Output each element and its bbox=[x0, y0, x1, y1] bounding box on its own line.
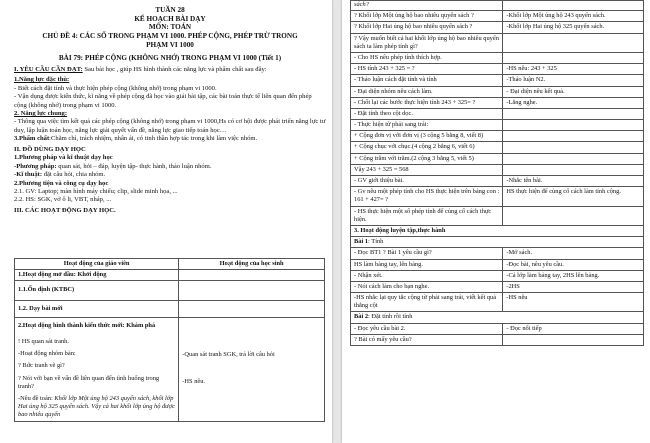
table-row bbox=[351, 334, 644, 345]
table-row bbox=[15, 317, 325, 422]
table-row bbox=[351, 75, 644, 86]
exercise-1-text: : Tính bbox=[368, 238, 384, 246]
row-gv: - Đặt tính theo cột dọc. bbox=[351, 108, 503, 119]
row-gv bbox=[15, 300, 179, 317]
row-gv: ? Khối lớp Một ủng hộ bao nhiêu quyển sách ? bbox=[351, 11, 503, 22]
row-hs bbox=[503, 153, 644, 164]
row-hs: -Khối lớp Một ủng hộ 243 quyển sách. bbox=[503, 11, 644, 22]
row-hs bbox=[503, 142, 644, 153]
s2-kt bbox=[14, 171, 326, 179]
nl3 bbox=[14, 135, 326, 143]
table-row bbox=[15, 270, 325, 281]
nl3-title: 3.Phẩm chất bbox=[14, 135, 50, 143]
row-hs: -HS nêu bbox=[503, 293, 644, 312]
nl3-text: :Chăm chỉ, trách nhiệm, nhân ái, có tinh thần hợp tác trong khi làm việc nhóm. bbox=[49, 135, 258, 143]
row-gv bbox=[15, 281, 179, 300]
row-gv: - GV giới thiệu bài. bbox=[351, 176, 503, 187]
section-3-title: III. CÁC HOẠT ĐỘNG DẠY HỌC. bbox=[14, 206, 116, 214]
table-row bbox=[351, 259, 644, 270]
exercise-2-text: : Đặt tính rồi tính bbox=[368, 313, 413, 321]
table-row bbox=[351, 164, 644, 175]
row-gv: ? Vậy muốn biết cả hai khối lớp ủng hộ bao nhiêu quyển sách ta làm phép tính gì? bbox=[351, 33, 503, 52]
kp-line: ? Bức tranh vẽ gì? bbox=[18, 362, 65, 370]
row-gv: - Nói cách làm cho bạn nghe. bbox=[351, 281, 503, 292]
table-row bbox=[351, 293, 644, 312]
nl1-a: - Biết cách đặt tính và thực hiện phép cộng (không nhớ) trong phạm vi 1000. bbox=[14, 84, 217, 92]
row-hs bbox=[503, 131, 644, 142]
row-gv: - Nhận xét. bbox=[351, 270, 503, 281]
table-row bbox=[351, 33, 644, 52]
row-hs: -Lắng nghe. bbox=[503, 97, 644, 108]
row-gv: - Cho HS nêu phép tính thích hợp. bbox=[351, 52, 503, 63]
activity-table-left bbox=[14, 258, 325, 422]
table-row bbox=[351, 187, 644, 206]
nl2-text: - Thông qua việc tìm kết quả các phép cộng (không nhớ) trong phạm vi 1000,Hs có cơ hội được phát triển năng lực tư duy, lập luận toán học, năng lực giải quyết vấn đề, năng lực giao tiếp toán học… bbox=[14, 118, 326, 134]
row-gv: - Thực hiện từ phải sang trái: bbox=[351, 120, 503, 131]
row-hs: -HS nêu: 243 + 325 bbox=[503, 64, 644, 75]
s2-gv: 2.1. GV: Laptop; màn hình máy chiếu; clip, slide minh họa, ... bbox=[14, 187, 178, 195]
row-hs: - Đại diện nêu kết quả. bbox=[503, 86, 644, 97]
row-gv-text: 1.1.Ổn định (KTBC) bbox=[18, 286, 75, 294]
kp-hs2: -HS nêu. bbox=[182, 377, 206, 385]
row-hs: -Đọc bài, nêu yêu cầu. bbox=[503, 259, 644, 270]
row-hs bbox=[179, 270, 325, 281]
s2-1: 1.Phương pháp và kĩ thuật dạy học bbox=[14, 154, 113, 162]
row-hs: -Mở sách. bbox=[503, 248, 644, 259]
table-row bbox=[351, 323, 644, 334]
row-hs bbox=[179, 317, 325, 422]
table-row bbox=[351, 281, 644, 292]
exercise-1-label: Bài 1 bbox=[354, 238, 369, 246]
row-gv: HS làm bảng tay, lên bảng. bbox=[351, 259, 503, 270]
row-hs: HS thực hiện để củng cố cách làm tính cộng. bbox=[503, 187, 644, 206]
row-hs bbox=[503, 33, 644, 52]
s2-pp-text: quan sát, hỏi – đáp, luyện tập- thực hành, thảo luận nhóm. bbox=[58, 162, 212, 170]
row-gv: - Thảo luận cách đặt tính và tính bbox=[351, 75, 503, 86]
activity-table-right bbox=[350, 0, 644, 346]
table-row bbox=[351, 120, 644, 131]
section-1-text: Sau bài học , giúp HS hình thành các năng lực và phẩm chất sau đây: bbox=[84, 65, 267, 73]
nl2-title: 2. Năng lực chung: bbox=[14, 110, 68, 118]
row-gv: -HS nhắc lại quy tắc cộng từ phải sang trái, viết kết quả thẳng cột bbox=[351, 293, 503, 312]
row-hs: -Khối lớp Hai ủng hộ 325 quyển sách. bbox=[503, 22, 644, 33]
row-gv: ? Bài có mấy yêu cầu? bbox=[351, 334, 503, 345]
page-right[interactable] bbox=[342, 0, 650, 443]
row-hs bbox=[503, 108, 644, 119]
row-hs: - Đọc nối tiếp bbox=[503, 323, 644, 334]
table-row bbox=[351, 142, 644, 153]
row-hs bbox=[503, 120, 644, 131]
exercise-1-title bbox=[351, 237, 644, 248]
section-1 bbox=[14, 66, 326, 74]
table-row bbox=[351, 97, 644, 108]
kp-line: -Hoạt động nhóm bàn: bbox=[18, 350, 76, 358]
col-teacher-header: Hoạt động của giáo viên bbox=[15, 259, 179, 270]
row-hs bbox=[503, 1, 644, 11]
row-gv: - Đại diện nhóm nêu cách làm. bbox=[351, 86, 503, 97]
kp-note bbox=[18, 395, 175, 420]
s2-pp bbox=[14, 163, 326, 171]
section-practice-title: 3. Hoạt động luyện tập,thực hành bbox=[351, 225, 644, 236]
row-gv: sách? bbox=[351, 1, 503, 11]
table-row bbox=[351, 237, 644, 248]
kp-line: ! HS quan sát tranh. bbox=[18, 337, 69, 345]
subject-title: MÔN: TOÁN bbox=[148, 23, 192, 32]
table-row bbox=[351, 270, 644, 281]
row-gv: Vậy 243 + 325 = 568 bbox=[351, 164, 503, 175]
row-gv: + Cộng trăm với trăm.(2 cộng 3 bằng 5, viết 5) bbox=[351, 153, 503, 164]
week-title: TUẦN 28 bbox=[155, 6, 185, 14]
table-row bbox=[351, 52, 644, 63]
row-hs bbox=[503, 52, 644, 63]
table-row bbox=[351, 312, 644, 323]
row-gv: + Cộng đơn vị với đơn vị (3 cộng 5 bằng 8, viết 8) bbox=[351, 131, 503, 142]
table-row bbox=[351, 1, 644, 11]
table-row bbox=[15, 281, 325, 300]
row-hs bbox=[503, 334, 644, 345]
kp-title: 2.Hoạt động hình thành kiến thức mới: Khám phá bbox=[18, 321, 156, 329]
row-hs: -Cả lớp làm bảng tay, 2HS lên bảng. bbox=[503, 270, 644, 281]
row-hs bbox=[503, 164, 644, 175]
row-gv: 1.Hoạt động mở đầu: Khởi động bbox=[15, 270, 179, 281]
row-gv-text: 1.2. Dạy bài mới bbox=[18, 304, 63, 312]
chapter-title: CHỦ ĐỀ 4: CÁC SỐ TRONG PHẠM VI 1000. PHÉP CỘNG, PHÉP TRỪ TRONG PHẠM VI 1000 bbox=[42, 31, 298, 49]
row-hs bbox=[179, 300, 325, 317]
plan-title: KẾ HOẠCH BÀI DẠY bbox=[134, 14, 206, 23]
lesson-title: BÀI 79: PHÉP CỘNG (KHÔNG NHỚ) TRONG PHẠM VI 1000 (Tiết 1) bbox=[58, 54, 282, 63]
row-gv: - Gv nêu một phép tính cho HS thực hiện trên bảng con : 161 + 427= ? bbox=[351, 187, 503, 206]
row-hs: -2HS bbox=[503, 281, 644, 292]
section-1-title: I. YÊU CẦU CẦN ĐẠT: bbox=[14, 65, 83, 73]
table-row bbox=[351, 131, 644, 142]
section-2-title: II. ĐỒ DÙNG DẠY HỌC bbox=[14, 145, 86, 153]
row-hs bbox=[179, 281, 325, 300]
col-student-header: Hoạt động của học sinh bbox=[179, 259, 325, 270]
nl1-b: - Vận dụng được kiến thức, kĩ năng về phép cộng đã học vào giải bài tập, các bài toán thực tế liên quan đến phép cộng (không nhớ) trong phạm vi 1000. bbox=[14, 93, 312, 109]
kp-hs1: -Quan sát tranh SGK, trả lời câu hỏi bbox=[182, 350, 275, 358]
table-row bbox=[351, 64, 644, 75]
table-row bbox=[351, 225, 644, 236]
row-gv: - Chốt lại các bước thực hiện tính 243 + 325= ? bbox=[351, 97, 503, 108]
kp-note-text: Khối lớp Một ủng hộ 243 quyển sách, khối lớp Hai ủng hộ 325 quyển sách. Vậy cả hai khối lớp ủng hộ được bao nhiêu quyển bbox=[18, 394, 175, 419]
row-gv: - Đọc BT1 ? Bài 1 yêu cầu gì? bbox=[351, 248, 503, 259]
s2-kt-label: -Kĩ thuật: bbox=[14, 171, 43, 179]
table-row bbox=[351, 108, 644, 119]
table-row bbox=[15, 300, 325, 317]
table-row bbox=[351, 11, 644, 22]
nl1-title: 1.Năng lực đặc thù: bbox=[14, 76, 70, 84]
table-row bbox=[351, 248, 644, 259]
s2-hs: 2.2. HS: SGK, vở ô li, VBT, nháp, ... bbox=[14, 196, 112, 204]
table-row bbox=[351, 86, 644, 97]
row-gv: - HS thực hiện một số phép tính để củng cố cách thực hiện. bbox=[351, 206, 503, 225]
table-row bbox=[351, 22, 644, 33]
row-gv: - Đọc yêu cầu bài 2. bbox=[351, 323, 503, 334]
row-gv: + Cộng chục với chục.(4 cộng 2 bằng 6, viết 6) bbox=[351, 142, 503, 153]
table-row bbox=[351, 153, 644, 164]
row-gv bbox=[15, 317, 179, 422]
row-hs bbox=[503, 206, 644, 225]
row-gv: - HS tính 243 + 325 = ? bbox=[351, 64, 503, 75]
s2-pp-label: -Phương pháp: bbox=[14, 162, 57, 170]
row-hs: -Nhắc tên bài. bbox=[503, 176, 644, 187]
table-row bbox=[351, 176, 644, 187]
row-gv: ? Khối lớp Hai ủng hộ bao nhiêu quyển sách ? bbox=[351, 22, 503, 33]
row-hs: -Thảo luận N2. bbox=[503, 75, 644, 86]
kp-line: ? Nói với bạn về vấn đề liên quan đến tình huống trong tranh? bbox=[18, 374, 160, 390]
exercise-2-title bbox=[351, 312, 644, 323]
table-header bbox=[15, 259, 325, 270]
table-row bbox=[351, 206, 644, 225]
kp-note-label: -Nêu đề toán: bbox=[18, 394, 53, 402]
exercise-2-label: Bài 2 bbox=[354, 313, 369, 321]
s2-2: 2.Phương tiện và công cụ dạy học bbox=[14, 179, 109, 187]
s2-kt-text: đặt câu hỏi, chia nhóm. bbox=[43, 171, 106, 179]
